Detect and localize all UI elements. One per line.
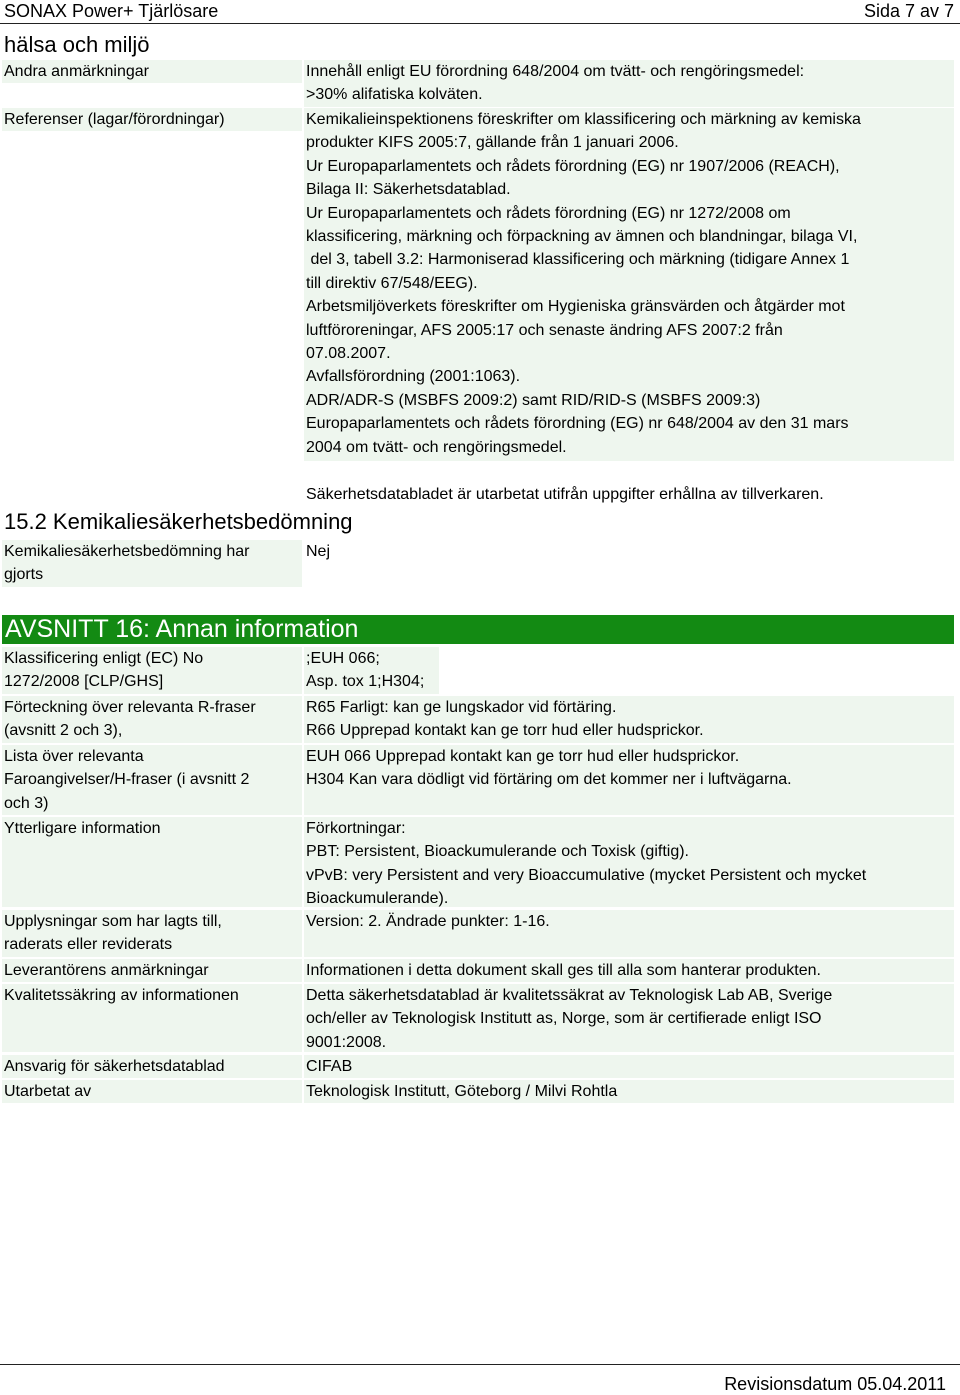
value-line: ;EUH 066; bbox=[306, 650, 380, 667]
label-quality-assurance bbox=[2, 984, 302, 1052]
label-line: Leverantörens anmärkningar bbox=[4, 962, 209, 979]
value-line: Teknologisk Institutt, Göteborg / Milvi Rohtla bbox=[306, 1083, 618, 1100]
section-16-banner: AVSNITT 16: Annan information bbox=[2, 615, 954, 644]
label-line: Ansvarig för säkerhetsdatablad bbox=[4, 1058, 225, 1075]
value-line: 2004 om tvätt- och rengöringsmedel. bbox=[306, 438, 567, 456]
label-other-remarks bbox=[2, 60, 302, 83]
value-additional-info bbox=[304, 817, 954, 907]
label-line: raderats eller reviderats bbox=[4, 936, 173, 954]
value-line: till direktiv 67/548/EEG). bbox=[306, 274, 478, 292]
section-heading-15-2: 15.2 Kemikaliesäkerhetsbedömning bbox=[4, 509, 353, 534]
value-h-phrases bbox=[304, 745, 954, 815]
revision-date: Revisionsdatum 05.04.2011 bbox=[724, 1374, 946, 1394]
label-line: och 3) bbox=[4, 794, 49, 812]
value-line: produkter KIFS 2005:7, gällande från 1 januari 2006. bbox=[306, 134, 679, 152]
value-line: Kemikalieinspektionens föreskrifter om klassificering och märkning av kemiska bbox=[306, 111, 861, 128]
value-revisions bbox=[304, 910, 954, 957]
value-classification bbox=[304, 647, 439, 694]
label-line: Andra anmärkningar bbox=[4, 63, 149, 80]
label-line: Förteckning över relevanta R-fraser bbox=[4, 699, 256, 716]
label-chemical-safety-assessment bbox=[2, 540, 302, 587]
value-line: Nej bbox=[306, 543, 331, 560]
label-line: Kvalitetssäkring av informationen bbox=[4, 987, 239, 1004]
value-line: vPvB: very Persistent and very Bioaccumulative (mycket Persistent och mycket bbox=[306, 866, 867, 884]
value-responsible bbox=[304, 1055, 954, 1078]
label-line: 1272/2008 [CLP/GHS] bbox=[4, 673, 164, 691]
label-line: Utarbetat av bbox=[4, 1083, 92, 1100]
value-line: del 3, tabell 3.2: Harmoniserad klassificering och märkning (tidigare Annex 1 bbox=[306, 251, 850, 269]
label-line: (avsnitt 2 och 3), bbox=[4, 722, 123, 740]
value-line: Bilaga II: Säkerhetsdatablad. bbox=[306, 181, 511, 199]
value-line: Ur Europaparlamentets och rådets förordning (EG) nr 1907/2006 (REACH), bbox=[306, 157, 840, 175]
value-line: >30% alifatiska kolväten. bbox=[306, 86, 483, 104]
label-line: Referenser (lagar/förordningar) bbox=[4, 111, 225, 128]
label-line: Kemikaliesäkerhetsbedömning har bbox=[4, 543, 250, 560]
label-revisions bbox=[2, 910, 302, 957]
label-line: Lista över relevanta bbox=[4, 748, 144, 765]
label-r-phrases bbox=[2, 696, 302, 743]
label-line: Ytterligare information bbox=[4, 820, 161, 837]
value-line: och/eller av Teknologisk Institutt as, Norge, som är certifierade enligt ISO bbox=[306, 1010, 822, 1028]
value-quality-assurance bbox=[304, 984, 954, 1052]
label-references bbox=[2, 108, 302, 131]
label-prepared-by bbox=[2, 1080, 302, 1103]
label-classification bbox=[2, 647, 302, 694]
document-title: SONAX Power+ Tjärlösare bbox=[4, 1, 219, 21]
value-line: Version: 2. Ändrade punkter: 1-16. bbox=[306, 913, 550, 930]
value-line: luftföroreningar, AFS 2005:17 och senaste ändring AFS 2007:2 från bbox=[306, 321, 783, 339]
label-supplier-remarks bbox=[2, 959, 302, 982]
label-line: Faroangivelser/H-fraser (i avsnitt 2 bbox=[4, 771, 250, 789]
value-line: PBT: Persistent, Bioackumulerande och Toxisk (giftig). bbox=[306, 843, 689, 861]
value-line: 07.08.2007. bbox=[306, 345, 391, 363]
value-line: R65 Farligt: kan ge lungskador vid förtäring. bbox=[306, 699, 617, 716]
value-line: klassificering, märkning och förpackning av ämnen och blandningar, bilaga VI, bbox=[306, 228, 858, 246]
value-references bbox=[304, 108, 954, 461]
value-r-phrases bbox=[304, 696, 954, 743]
label-line: Upplysningar som har lagts till, bbox=[4, 913, 222, 930]
value-line: ADR/ADR-S (MSBFS 2009:2) samt RID/RID-S (MSBFS 2009:3) bbox=[306, 391, 761, 409]
value-line: Informationen i detta dokument skall ges till alla som hanterar produkten. bbox=[306, 962, 821, 979]
value-line: Innehåll enligt EU förordning 648/2004 om tvätt- och rengöringsmedel: bbox=[306, 63, 805, 80]
value-line: EUH 066 Upprepad kontakt kan ge torr hud eller hudsprickor. bbox=[306, 748, 740, 765]
value-other-remarks bbox=[304, 60, 954, 107]
value-line: Arbetsmiljöverkets föreskrifter om Hygieniska gränsvärden och åtgärder mot bbox=[306, 298, 845, 316]
page-number: Sida 7 av 7 bbox=[863, 1, 954, 21]
value-line: R66 Upprepad kontakt kan ge torr hud eller hudsprickor. bbox=[306, 722, 704, 740]
value-line: 9001:2008. bbox=[306, 1033, 387, 1051]
label-responsible bbox=[2, 1055, 302, 1078]
value-line: Asp. tox 1;H304; bbox=[306, 673, 425, 691]
header-divider bbox=[0, 23, 960, 24]
value-prepared-by bbox=[304, 1080, 954, 1103]
value-line: Bioackumulerande). bbox=[306, 890, 449, 908]
manufacturer-note: Säkerhetsdatabladet är utarbetat utifrån uppgifter erhållna av tillverkaren. bbox=[306, 486, 824, 503]
label-line: gjorts bbox=[4, 566, 44, 584]
value-line: Ur Europaparlamentets och rådets förordning (EG) nr 1272/2008 om bbox=[306, 204, 791, 222]
value-line: Avfallsförordning (2001:1063). bbox=[306, 368, 521, 386]
value-supplier-remarks bbox=[304, 959, 954, 982]
label-line: Klassificering enligt (EC) No bbox=[4, 650, 204, 667]
value-line: H304 Kan vara dödligt vid förtäring om det kommer ner i luftvägarna. bbox=[306, 771, 792, 789]
label-additional-info bbox=[2, 817, 302, 907]
section-heading-health-environment: hälsa och miljö bbox=[4, 32, 150, 57]
value-line: Detta säkerhetsdatablad är kvalitetssäkrat av Teknologisk Lab AB, Sverige bbox=[306, 987, 833, 1004]
value-line: Förkortningar: bbox=[306, 820, 406, 837]
value-line: Europaparlamentets och rådets förordning (EG) nr 648/2004 av den 31 mars bbox=[306, 415, 849, 433]
value-line: CIFAB bbox=[306, 1058, 353, 1075]
value-chemical-safety-assessment bbox=[304, 540, 330, 587]
label-h-phrases bbox=[2, 745, 302, 815]
footer-divider bbox=[0, 1364, 960, 1365]
